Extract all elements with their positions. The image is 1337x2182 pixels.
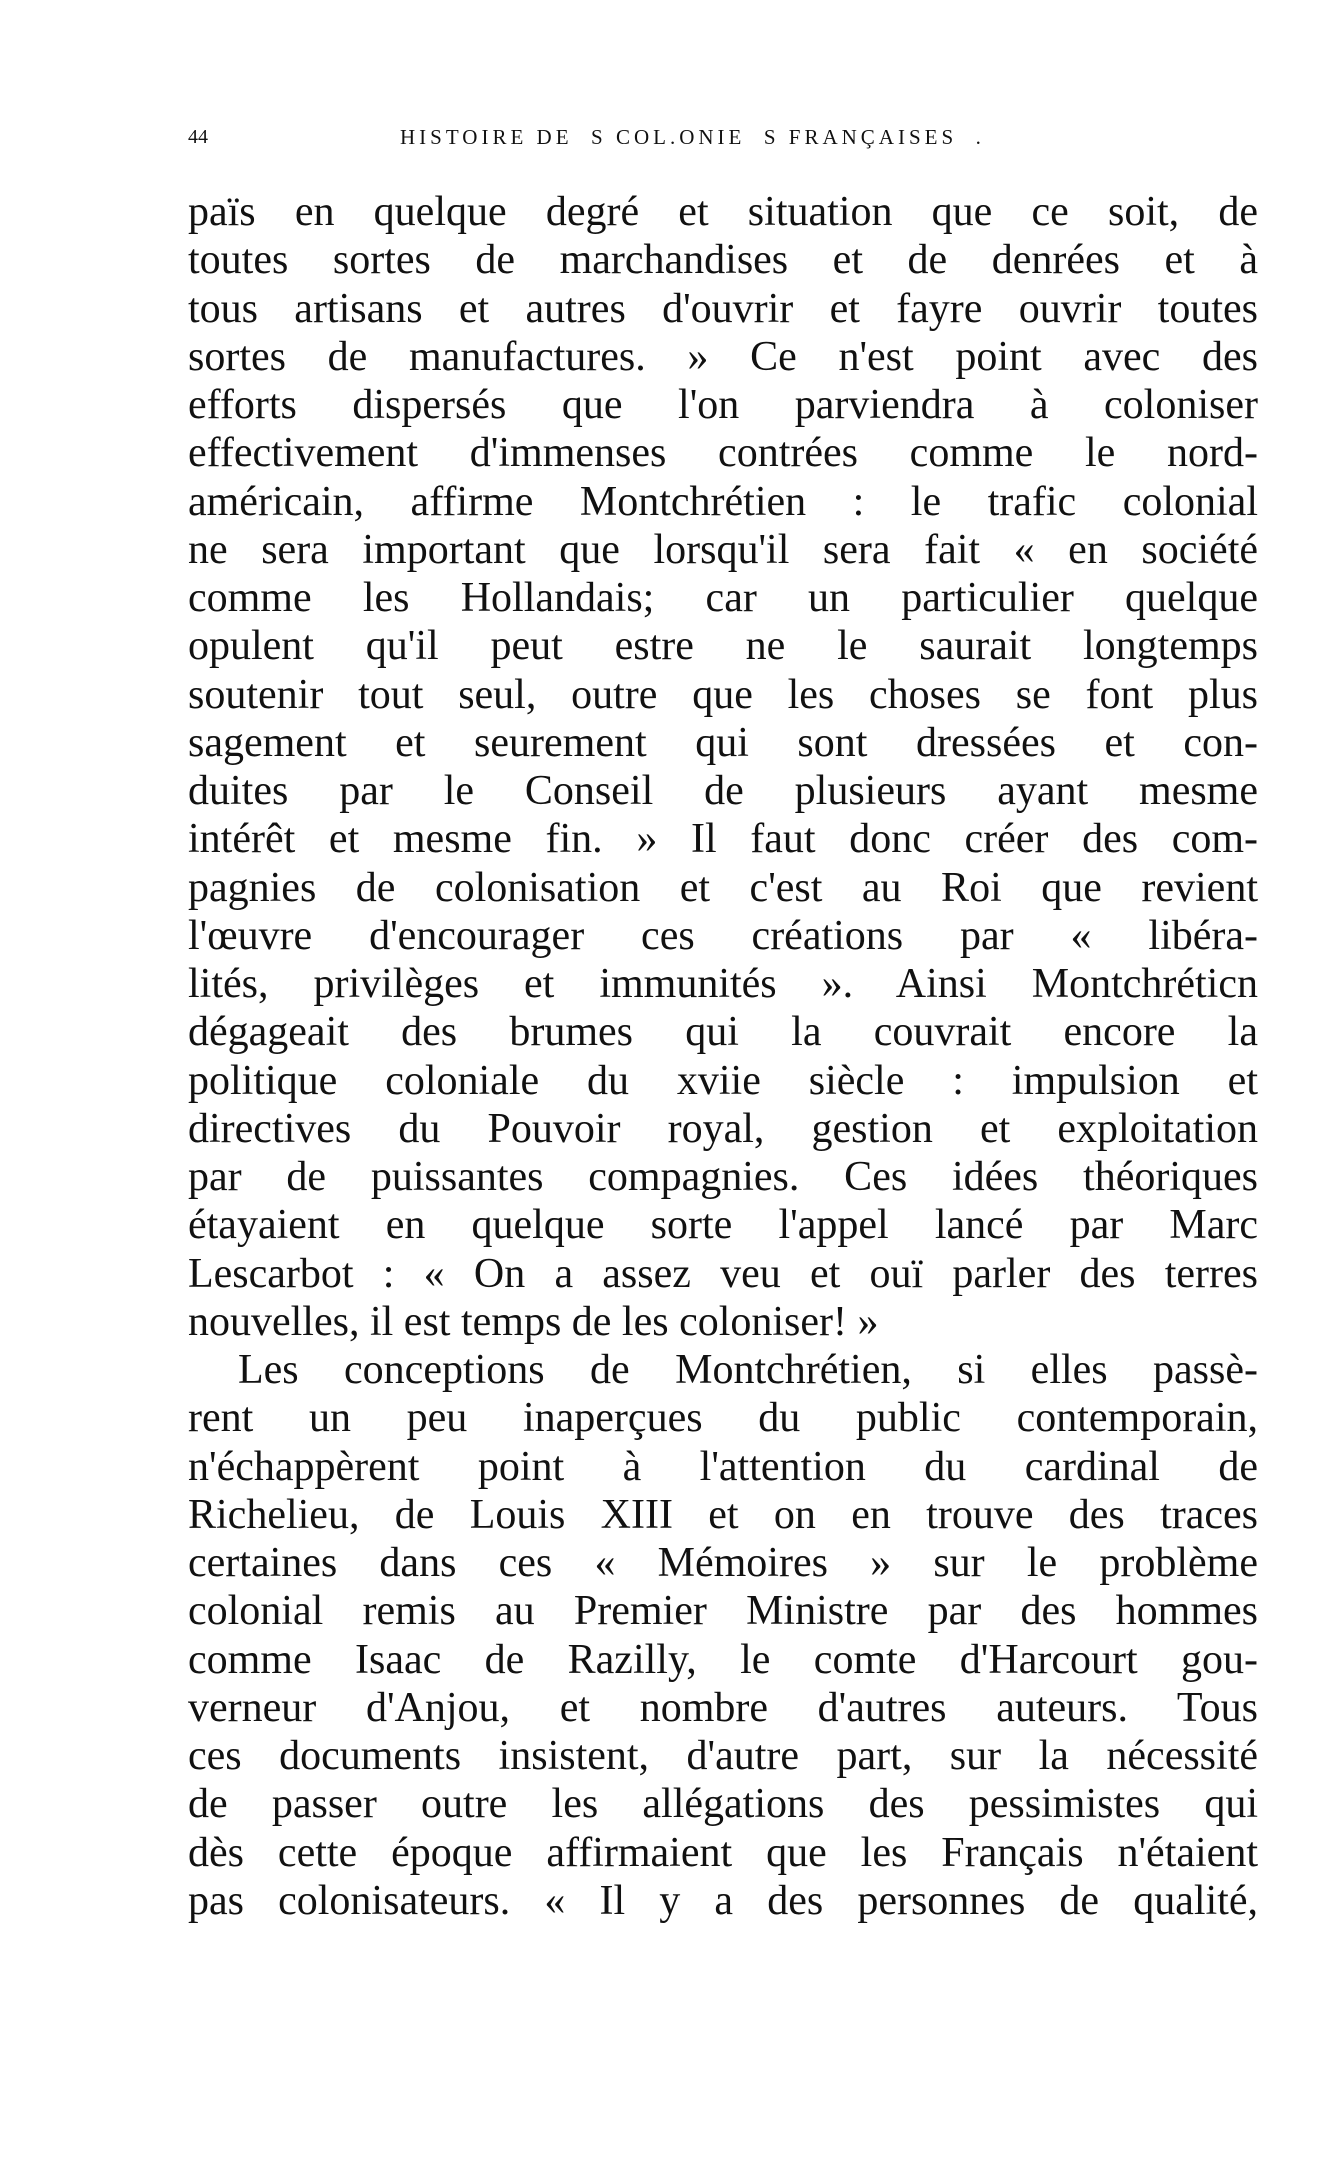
text-line: comme les Hollandais; car un particulier quelque [188, 575, 1258, 621]
text-line: Richelieu, de Louis XIII et on en trouve des traces [188, 1491, 1258, 1538]
text-line: ces documents insistent, d'autre part, sur la nécessité [188, 1733, 1258, 1779]
text-line: dégageait des brumes qui la couvrait encore la [188, 1009, 1258, 1056]
page-number: 44 [188, 126, 208, 148]
text-line: Lescarbot : « On a assez veu et ouï parler des terres [188, 1250, 1258, 1297]
text-line: soutenir tout seul, outre que les choses se font plus [188, 671, 1258, 718]
text-line: par de puissantes compagnies. Ces idées théoriques [188, 1154, 1258, 1200]
text-line: effectivement d'immenses contrées comme le nord- [188, 430, 1258, 477]
body-text [188, 188, 1258, 1925]
text-line: opulent qu'il peut estre ne le saurait longtemps [188, 623, 1258, 670]
text-line: lités, privilèges et immunités ». Ainsi Montchréticn [188, 961, 1258, 1007]
text-line: sagement et seurement qui sont dressées et con- [188, 719, 1258, 766]
text-line: directives du Pouvoir royal, gestion et exploitation [188, 1105, 1258, 1152]
text-line: efforts dispersés que l'on parviendra à coloniser [188, 382, 1258, 428]
text-line: tous artisans et autres d'ouvrir et fayre ouvrir toutes [188, 285, 1258, 332]
text-line: verneur d'Anjou, et nombre d'autres auteurs. Tous [188, 1684, 1258, 1731]
text-line: colonial remis au Premier Ministre par des hommes [188, 1588, 1258, 1635]
text-line: païs en quelque degré et situation que ce soit, de [188, 189, 1258, 235]
text-line: certaines dans ces « Mémoires » sur le problème [188, 1540, 1258, 1586]
text-line: étayaient en quelque sorte l'appel lancé par Marc [188, 1202, 1258, 1249]
text-line: n'échappèrent point à l'attention du cardinal de [188, 1443, 1258, 1490]
text-line: duites par le Conseil de plusieurs ayant mesme [188, 768, 1258, 814]
text-line: de passer outre les allégations des pessimistes qui [188, 1781, 1258, 1828]
text-line: comme Isaac de Razilly, le comte d'Harcourt gou- [188, 1636, 1258, 1683]
text-line: ne sera important que lorsqu'il sera fait « en société [188, 526, 1258, 573]
paragraph-end-line: nouvelles, il est temps de les coloniser! » [188, 1298, 879, 1345]
text-line: pas colonisateurs. « Il y a des personnes de qualité, [188, 1877, 1258, 1924]
text-line: rent un peu inaperçues du public contemporain, [188, 1395, 1258, 1442]
text-line: intérêt et mesme fin. » Il faut donc créer des com- [188, 816, 1258, 863]
text-line: politique coloniale du xviie siècle : impulsion et [188, 1057, 1258, 1104]
text-line: pagnies de colonisation et c'est au Roi que revient [188, 864, 1258, 911]
text-line: toutes sortes de marchandises et de denrées et à [188, 237, 1258, 284]
paragraph-start-line: Les conceptions de Montchrétien, si elles passè- [238, 1347, 1258, 1393]
text-line: dès cette époque affirmaient que les Français n'étaient [188, 1829, 1258, 1876]
running-title: HISTOIRE DE S COL.ONIE S FRANÇAISES . [400, 125, 985, 149]
text-line: américain, affirme Montchrétien : le trafic colonial [188, 478, 1258, 525]
running-head [188, 120, 1258, 154]
text-line: sortes de manufactures. » Ce n'est point avec des [188, 333, 1258, 380]
text-line: l'œuvre d'encourager ces créations par « libéra- [188, 912, 1258, 959]
